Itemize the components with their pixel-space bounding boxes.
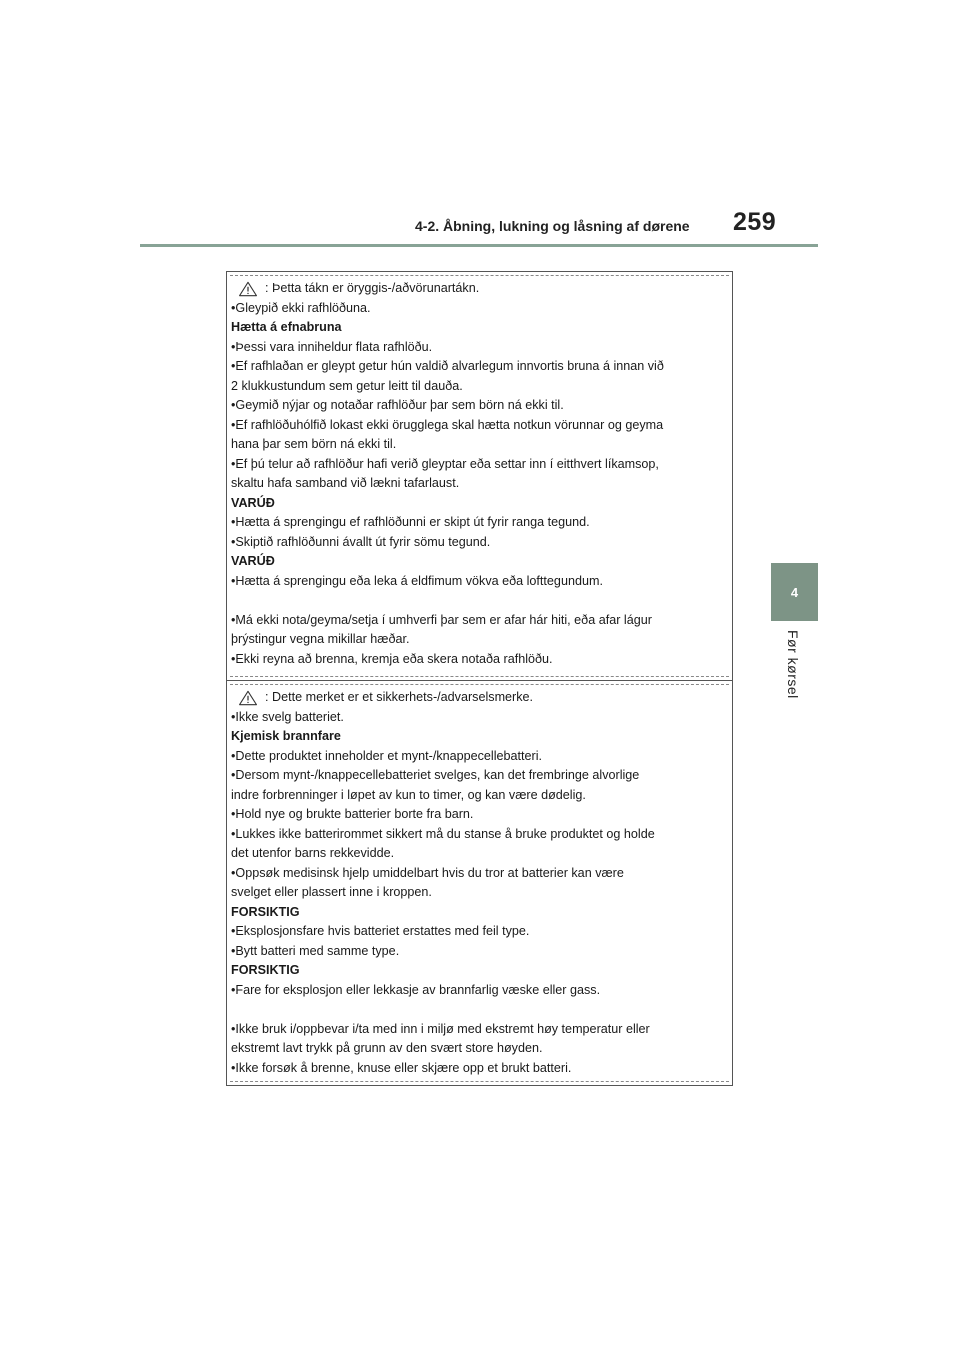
warning-heading: VARÚÐ: [231, 554, 275, 568]
warning-heading: VARÚÐ: [231, 495, 275, 510]
warning-heading: Hætta á efnabruna: [231, 320, 342, 334]
icelandic-warning-text: [231, 279, 724, 669]
warning-text-line: •Ekki reyna að brenna, kremja eða skera notaða rafhlöðu.: [231, 651, 553, 666]
warning-text-line: ekstremt lavt trykk på grunn av den svært store høyden.: [231, 1041, 543, 1055]
warning-text-line: skaltu hafa samband við lækni tafarlaust.: [231, 476, 460, 490]
warning-text-line: •Má ekki nota/geyma/setja í umhverfi þar sem er afar hár hiti, eða afar lágur: [231, 612, 652, 627]
symbol-legend-line: [231, 279, 724, 299]
warning-text-line: •Ef þú telur að rafhlöður hafi verið gleyptar eða settar inn í eitthvert líkamsop,: [231, 456, 659, 471]
warning-triangle-icon: [237, 281, 259, 297]
warning-text-line: det utenfor barns rekkevidde.: [231, 846, 395, 860]
warning-text-line: •Lukkes ikke batterirommet sikkert må du stanse å bruke produktet og holde: [231, 826, 655, 841]
warning-text-line: •Oppsøk medisinsk hjelp umiddelbart hvis du tror at batterier kan være: [231, 865, 624, 880]
warning-heading: FORSIKTIG: [231, 904, 300, 919]
warning-text-line: •Fare for eksplosjon eller lekkasje av brannfarlig væske eller gass.: [231, 982, 601, 997]
warning-text-line: hana þar sem börn ná ekki til.: [231, 437, 397, 451]
warning-text-line: indre forbrenninger i løpet av kun to timer, og kan være dødelig.: [231, 787, 586, 802]
symbol-legend-text: : Þetta tákn er öryggis-/aðvörunartákn.: [265, 281, 480, 295]
warning-text-line: •Dersom mynt-/knappecellebatteriet svelges, kan det frembringe alvorlige: [231, 768, 640, 782]
symbol-legend-line: [231, 688, 724, 708]
warning-heading: FORSIKTIG: [231, 963, 300, 977]
warning-text-line: •Ikke svelg batteriet.: [231, 709, 344, 724]
header-divider: [140, 244, 818, 247]
warning-text-line: •Skiptið rafhlöðunni ávallt út fyrir sömu tegund.: [231, 534, 491, 549]
warning-text-line: svelget eller plassert inne i kroppen.: [231, 885, 432, 899]
warning-text-line: •Geymið nýjar og notaðar rafhlöður þar sem börn ná ekki til.: [231, 398, 564, 412]
norwegian-warning-box: [226, 680, 733, 1086]
chapter-tab: [771, 563, 818, 621]
warning-triangle-icon: [237, 690, 259, 706]
icelandic-warning-box: [226, 271, 733, 681]
blank-line: [231, 1000, 724, 1020]
chapter-label: Før kørsel: [785, 630, 801, 699]
warning-text-line: •Hold nye og brukte batterier borte fra barn.: [231, 807, 474, 821]
warning-text-line: •Ikke forsøk å brenne, knuse eller skjære opp et brukt batteri.: [231, 1060, 572, 1075]
blank-line: [231, 591, 724, 611]
warning-text-line: •Hætta á sprengingu eða leka á eldfimum vökva eða lofttegundum.: [231, 573, 603, 588]
warning-text-line: •Ef rafhlöðuhólfið lokast ekki örugglega skal hætta notkun vörunnar og geyma: [231, 417, 664, 432]
chapter-number: 4: [790, 584, 799, 600]
page-number: 259: [733, 208, 777, 236]
section-title: 4-2. Åbning, lukning og låsning af dørene: [415, 218, 690, 234]
warning-text-line: •Dette produktet inneholder et mynt-/knappecellebatteri.: [231, 748, 543, 763]
warning-text-line: •Hætta á sprengingu ef rafhlöðunni er skipt út fyrir ranga tegund.: [231, 515, 590, 529]
norwegian-warning-text: [231, 688, 724, 1078]
warning-text-line: þrýstingur vegna mikillar hæðar.: [231, 632, 410, 646]
warning-text-line: •Eksplosjonsfare hvis batteriet erstattes med feil type.: [231, 924, 530, 938]
warning-text-line: •Þessi vara inniheldur flata rafhlöðu.: [231, 339, 433, 354]
warning-text-line: •Ikke bruk i/oppbevar i/ta med inn i miljø med ekstremt høy temperatur eller: [231, 1021, 650, 1036]
symbol-legend-text: : Dette merket er et sikkerhets-/advarselsmerke.: [265, 690, 534, 704]
warning-text-line: 2 klukkustundum sem getur leitt til dauða.: [231, 378, 463, 393]
warning-text-line: •Bytt batteri med samme type.: [231, 943, 400, 958]
warning-heading: Kjemisk brannfare: [231, 729, 341, 743]
warning-text-line: •Gleypið ekki rafhlöðuna.: [231, 300, 371, 315]
warning-text-line: •Ef rafhlaðan er gleypt getur hún valdið alvarlegum innvortis bruna á innan við: [231, 359, 664, 373]
